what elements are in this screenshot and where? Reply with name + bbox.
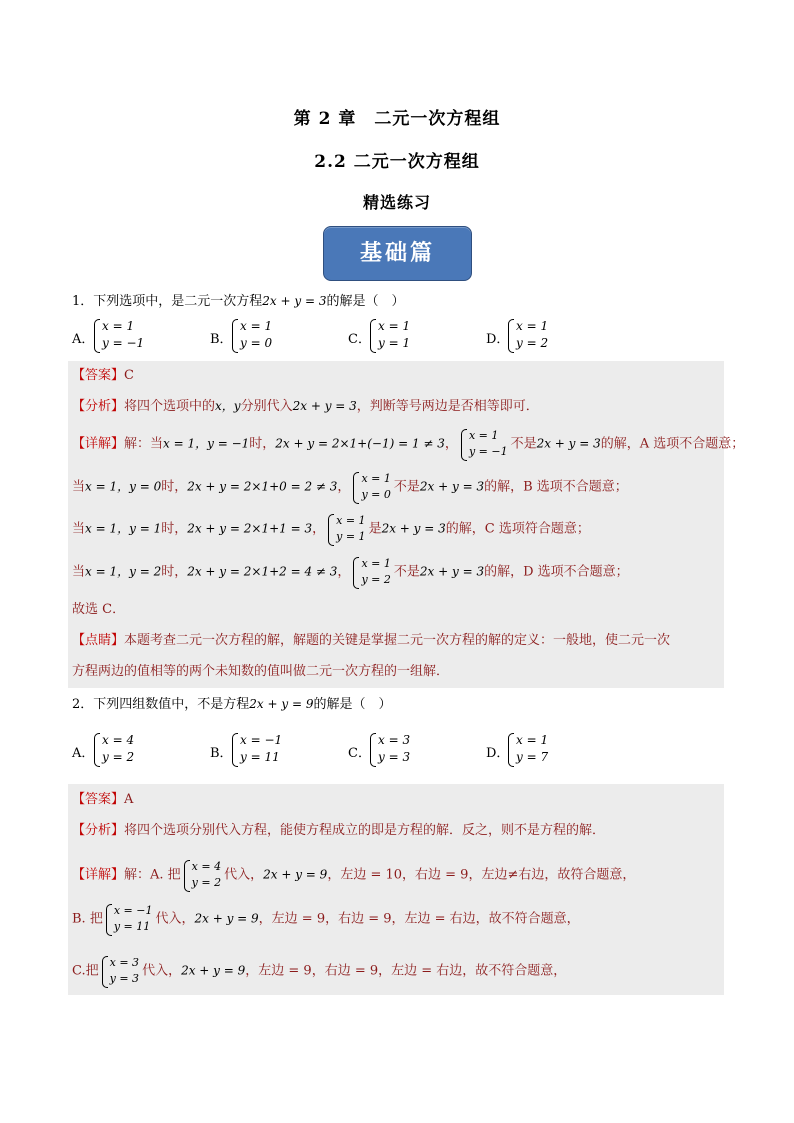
- chapter-title: 第 2 章 二元一次方程组: [293, 109, 501, 129]
- subtitle: 精选练习: [362, 193, 431, 212]
- q1-option-d: D． x = 1 y = 2: [486, 319, 549, 350]
- q1-detail-line-1: 【详解】解：当x = 1，y = −1时，2x + y = 2×1+(−1) = 1 ≠ 3， x = 1 y = −1 不是2x + y = 3的解，A 选项不合题意；: [72, 429, 745, 458]
- q2-detail-line-3: C.把 x = 3 y = 3 代入，2x + y = 9，左边 = 9，右边 = 9，左边 = 右边，故不符合题意，: [72, 956, 567, 985]
- level-banner: 基础篇: [323, 226, 472, 281]
- q2-stem: 2．下列四组数值中，不是方程2x + y = 9的解是（ ）: [72, 697, 392, 712]
- q1-conclusion: 故选 C．: [72, 602, 126, 617]
- q2-option-c: C． x = 3 y = 3: [348, 733, 411, 764]
- q1-detail-line-4: 当x = 1，y = 2时，2x + y = 2×1+2 = 4 ≠ 3， x = 1 y = 2 不是2x + y = 3的解，D 选项不合题意；: [72, 557, 629, 586]
- q1-stem: 1．下列选项中，是二元一次方程2x + y = 3的解是（ ）: [72, 294, 405, 309]
- q2-detail-line-2: B. 把 x = −1 y = 11 代入，2x + y = 9，左边 = 9，右边 = 9，左边 = 右边，故不符合题意，: [72, 904, 580, 933]
- q2-analysis: 【分析】将四个选项分别代入方程，能使方程成立的即是方程的解．反之，则不是方程的解．: [72, 823, 606, 838]
- q1-comment-line-1: 【点睛】本题考查二元一次方程的解，解题的关键是掌握二元一次方程的解的定义：一般地，使二元一次: [72, 633, 671, 648]
- q1-comment-line-2: 方程两边的值相等的两个未知数的值叫做二元一次方程的一组解．: [72, 664, 450, 679]
- q1-answer: 【答案】C: [72, 368, 134, 383]
- q1-option-c: C． x = 1 y = 1: [348, 319, 411, 350]
- q1-detail-line-2: 当x = 1，y = 0时，2x + y = 2×1+0 = 2 ≠ 3， x = 1 y = 0 不是2x + y = 3的解，B 选项不合题意；: [72, 472, 628, 501]
- q2-option-a: A． x = 4 y = 2: [72, 733, 135, 764]
- q1-detail-line-3: 当x = 1，y = 1时，2x + y = 2×1+1 = 3， x = 1 y = 1 是2x + y = 3的解，C 选项符合题意；: [72, 514, 590, 543]
- q2-option-d: D． x = 1 y = 7: [486, 733, 549, 764]
- q1-option-a: A． x = 1 y = −1: [72, 319, 145, 350]
- q2-detail-line-1: 【详解】解：A. 把 x = 4 y = 2 代入，2x + y = 9，左边 = 10，右边 = 9，左边≠右边，故符合题意，: [72, 860, 636, 889]
- q2-answer: 【答案】A: [72, 792, 134, 807]
- section-title: 2.2 二元一次方程组: [314, 152, 480, 172]
- q2-option-b: B． x = −1 y = 11: [210, 733, 283, 764]
- q1-option-b: B． x = 1 y = 0: [210, 319, 273, 350]
- q1-analysis: 【分析】将四个选项中的x，y分别代入2x + y = 3，判断等号两边是否相等即可．: [72, 399, 539, 414]
